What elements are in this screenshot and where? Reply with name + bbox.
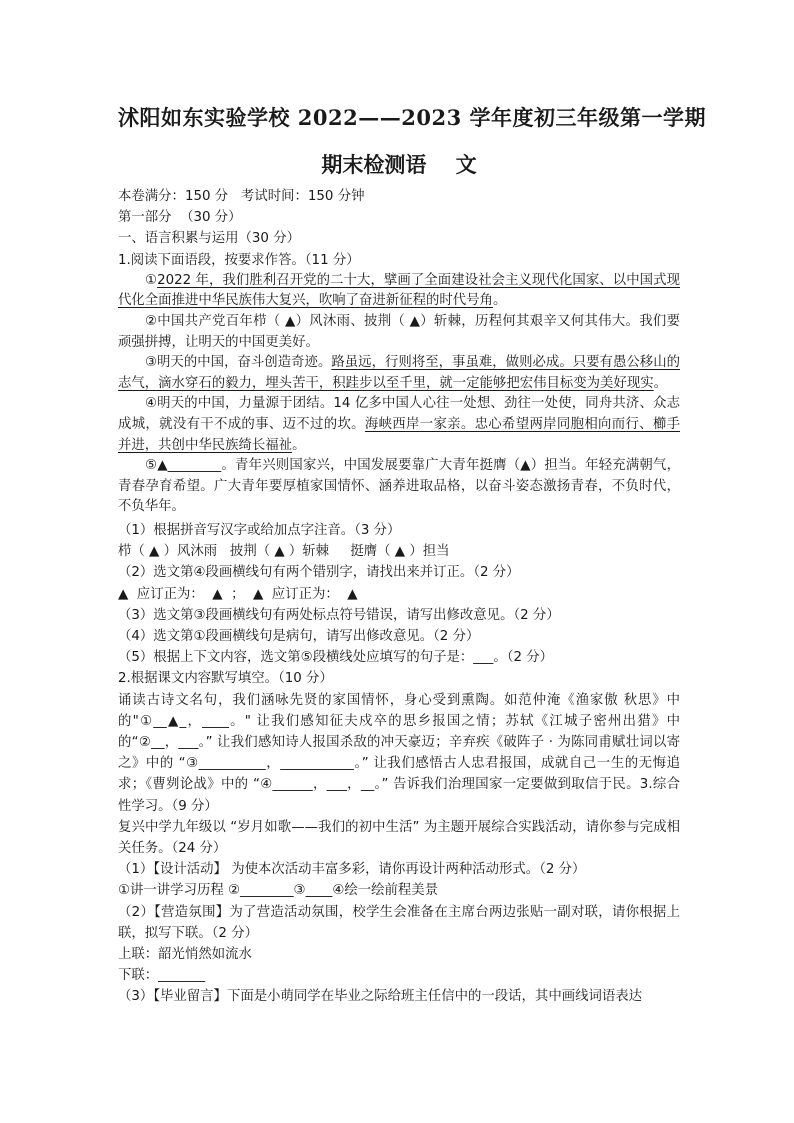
couplet-lower: 下联：_______ [118, 968, 206, 984]
question-2-heading: 2.根据课文内容默写填空。（10 分） [118, 671, 333, 687]
score-time-info: 本卷满分：150 分 考试时间：150 分钟 [118, 189, 365, 204]
paragraph-3-start: ③明天的中国，奋斗创造奇迹。 [145, 355, 332, 371]
exam-page [118, 98, 707, 1008]
subquestion-1-answer-line: 栉（ ▲ ）风沐雨 披荆（ ▲ ）斩棘 挺膺（ ▲ ）担当 [118, 544, 450, 560]
task-1-answer-line: ①讲一讲学习历程 ②________③____④绘一绘前程美景 [118, 883, 439, 899]
underlined-sentence-3: 路虽远，行则将至，事虽难，做则必成。只要有愚公移山的志气，滴水穿石的毅力，埋头苦干，积跬步以至千里，就一定能够把宏伟目标变为美好现实 [118, 355, 680, 391]
paragraph-end: 。 [292, 437, 306, 453]
subquestion-2: （2）选文第④段画横线句有两个错别字，请找出来并订正。（2 分） [118, 565, 520, 581]
exam-title-subject: 期末检测语 文 [321, 152, 477, 177]
paragraph-marker: ① [145, 272, 158, 288]
subquestion-5: （5）根据上下文内容，选文第⑤段横线处应填写的句子是：___。（2 分） [118, 650, 554, 666]
part-heading: 第一部分 （30 分） [118, 210, 242, 226]
question-1-heading: 1.阅读下面语段，按要求作答。（11 分） [118, 252, 360, 268]
exam-title-line2 [118, 148, 680, 182]
paragraph-4-start: ④明天的中国，力量源于团结。14 亿多中国人心往一处想、劲往一处使，同舟共济、众志成城，就没有干不成的事、迈不过的坎。 [118, 396, 680, 432]
couplet-upper: 上联：韶光悄然如流水 [118, 947, 252, 962]
passage-paragraph-4 [118, 394, 680, 456]
passage-paragraph-1 [118, 271, 680, 312]
paragraph-end: 。 [492, 293, 507, 309]
task-3: （3）【毕业留言】下面是小萌同学在毕业之际给班主任信中的一段话，其中画线词语表达 [118, 989, 643, 1005]
subquestion-4: （4）选文第①段画横线句是病句，请写出修改意见。（2 分） [118, 628, 480, 644]
paragraph-end: 。 [653, 375, 668, 391]
task-1: （1）【设计活动】 为使本次活动丰富多彩，请你再设计两种活动形式。（2 分） [118, 862, 586, 878]
passage-paragraph-5: ⑤▲________。青年兴则国家兴，中国发展要靠广大青年挺膺（▲）担当。年轻充满朝气，青春孕育希望。广大青年要厚植家国情怀、涵养进取品格，以奋斗姿态激扬青春，不负时代，不负华年。 [118, 458, 680, 515]
question-3-intro: 复兴中学九年级以 “岁月如歌——我们的初中生活” 为主题开展综合实践活动，请你参与完成相关任务。（24 分） [118, 819, 680, 856]
passage-paragraph-3 [118, 353, 680, 394]
section-heading: 一、语言积累与运用（30 分） [118, 231, 300, 247]
task-2: （2）【营造氛围】为了营造活动氛围，校学生会准备在主席台两边张贴一副对联，请你根据上联，拟写下联。（2 分） [118, 904, 680, 941]
subquestion-1: （1）根据拼音写汉字或给加点字注音。（3 分） [118, 522, 401, 538]
underlined-sentence-1: 2022 年，我们胜利召开党的二十大，擘画了全面建设社会主义现代化国家、以中国式现代化全面推进中华民族伟大复兴，吹响了奋进新征程的时代号角 [118, 272, 680, 309]
question-2-body: 诵读古诗文名句，我们涵咏先贤的家国情怀，身心受到熏陶。如范仲淹《渔家傲 秋思》中的"①__▲_，____。" 让我们感知征夫戍卒的思乡报国之情；苏轼《江城子密州出猎》中的“②__，___。” 让我们感知诗人报国杀敌的冲天豪迈；辛弃疾《破阵子 · 为陈同甫赋壮词以寄之》中的 “③__________，___________。” 让我们感悟古人忠君报国，成就自己一生的无悔追求；《曹刿论战》中的 “④______，___，__。” 告诉我们治理国家一定要做到取信于民。3.综合性学习。（9 分） [118, 692, 680, 814]
passage-paragraph-2: ②中国共产党百年栉（ ▲）风沐雨、披荆（ ▲）斩棘，历程何其艰辛又何其伟大。我们要顽强拼搏，让明天的中国更美好。 [118, 314, 680, 350]
subquestion-2-answer-line: ▲ 应订正为： ▲ ； ▲ 应订正为： ▲ [118, 586, 358, 602]
underlined-sentence-4: 海峡西岸一家亲。忠心希望两岸同胞相向而行、櫛手并进，共创中华民族绮长福祉 [118, 416, 680, 453]
subquestion-3: （3）选文第③段画横线句有两处标点符号错误，请写出修改意见。（2 分） [118, 607, 560, 623]
exam-title-line1: 沭阳如东实验学校 2022——2023 学年度初三年级第一学期 [118, 105, 707, 130]
